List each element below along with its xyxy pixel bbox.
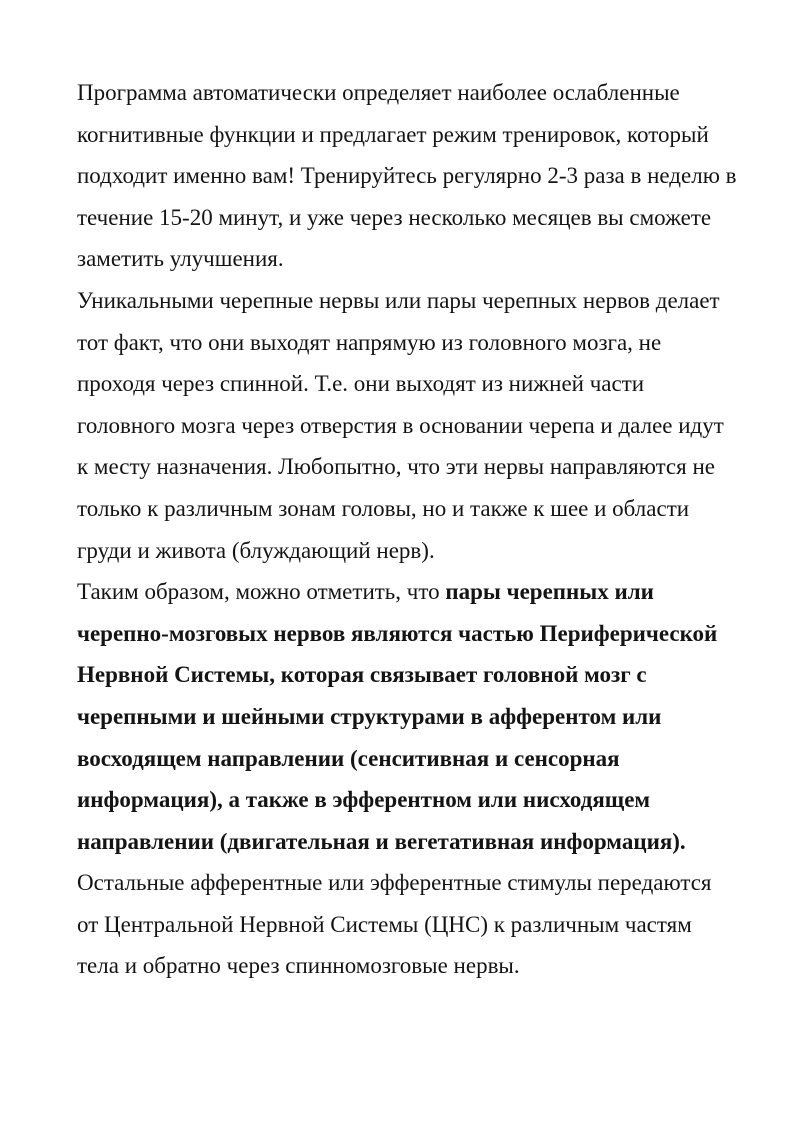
paragraph-outro-text: Остальные афферентные или эфферентные стимулы передаются от Центральной Нервной Системы (ЦНС) к различным частям тела и обратно через спинномозговые нервы. xyxy=(77,870,712,979)
paragraph-bold-text: пары черепных или черепно-мозговых нервов являются частью Периферической Нервной Системы, которая связывает головной мозг с черепными и шейными структурами в афферентом или восходящем направлении (сенситивная и сенсорная информация), а также в эфферентном или нисходящем направлении (двигательная и вегетативная информация). xyxy=(77,579,718,854)
paragraph-peripheral-nervous-system xyxy=(77,571,737,987)
paragraph-intro-text: Таким образом, можно отметить, что xyxy=(77,579,446,605)
paragraph-cranial-nerves: Уникальными черепные нервы или пары черепных нервов делает тот факт, что они выходят напрямую из головного мозга, не проходя через спинной. Т.е. они выходят из нижней части головного мозга через отверстия в основании черепа и далее идут к месту назначения. Любопытно, что эти нервы направляются не только к различным зонам головы, но и также к шее и области груди и живота (блуждающий нерв). xyxy=(77,287,724,563)
document-page xyxy=(77,72,737,987)
paragraph-training-program: Программа автоматически определяет наиболее ослабленные когнитивные функции и предлагает режим тренировок, который подходит именно вам! Тренируйтесь регулярно 2-3 раза в неделю в течение 15-20 минут, и уже через несколько месяцев вы сможете заметить улучшения. xyxy=(77,80,737,272)
